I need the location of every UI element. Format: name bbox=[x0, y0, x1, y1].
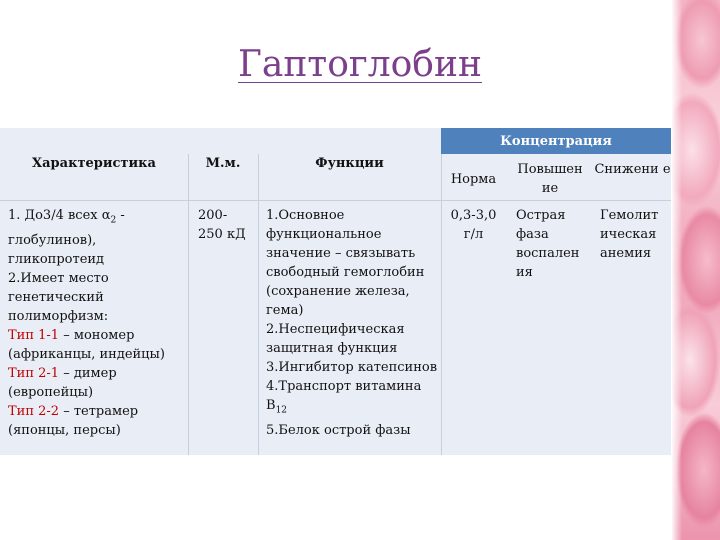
mw-line: 250 кД bbox=[198, 227, 246, 242]
type-1-1-note: (африканцы, индейцы) bbox=[8, 346, 165, 362]
decreased-line: анемия bbox=[600, 246, 652, 261]
functions-cell bbox=[266, 206, 441, 440]
increased-line: воспален bbox=[516, 246, 580, 261]
function-line: свободный гемоглобин bbox=[266, 265, 425, 280]
header-characteristic: Характеристика bbox=[32, 156, 156, 171]
header-increased: Повышен ие bbox=[517, 162, 583, 196]
norm-cell bbox=[441, 206, 506, 244]
decreased-cell bbox=[600, 206, 670, 263]
function-line: 4.Транспорт витамина bbox=[266, 379, 422, 394]
increased-cell bbox=[516, 206, 592, 282]
norm-line: г/л bbox=[463, 227, 484, 242]
function-line: защитная функция bbox=[266, 341, 398, 356]
type-2-2-line: Тип 2-2 – тетрамер bbox=[8, 403, 139, 419]
type-2-2-note: (японцы, персы) bbox=[8, 422, 121, 438]
function-line: 5.Белок острой фазы bbox=[266, 422, 411, 438]
characteristic-line: генетический bbox=[8, 289, 104, 305]
function-line: (сохранение железа, bbox=[266, 284, 410, 299]
header-functions: Функции bbox=[315, 156, 384, 171]
type-1-1-line: Тип 1-1 – мономер bbox=[8, 327, 135, 343]
slide-title: Гаптоглобин bbox=[238, 44, 482, 85]
characteristic-line: гликопротеид bbox=[8, 251, 105, 267]
function-line: 3.Ингибитор катепсинов bbox=[266, 360, 438, 375]
vitamin-b12-line: $В_{12}$ bbox=[266, 398, 288, 416]
function-line: гема) bbox=[266, 303, 304, 318]
mw-line: 200- bbox=[198, 208, 228, 223]
norm-line: 0,3-3,0 bbox=[450, 208, 497, 223]
header-decreased: Снижени е bbox=[594, 162, 671, 177]
decreased-line: Гемолит bbox=[600, 208, 659, 223]
characteristic-cell bbox=[8, 206, 186, 440]
header-divider bbox=[0, 200, 671, 201]
increased-line: ия bbox=[516, 265, 533, 280]
header-mw: М.м. bbox=[205, 156, 241, 171]
characteristic-line: 2.Имеет место bbox=[8, 270, 109, 286]
characteristic-line: полиморфизм: bbox=[8, 308, 109, 324]
type-2-1-note: (европейцы) bbox=[8, 384, 94, 400]
function-line: функциональное bbox=[266, 227, 382, 242]
increased-line: фаза bbox=[516, 227, 549, 242]
header-norm: Норма bbox=[450, 172, 497, 187]
function-line: значение – связывать bbox=[266, 246, 416, 261]
haptoglobin-table bbox=[0, 128, 671, 455]
function-line: 1.Основное bbox=[266, 208, 345, 223]
characteristic-line: глобулинов), bbox=[8, 232, 97, 248]
concentration-header: Концентрация bbox=[500, 134, 612, 149]
function-line: 2.Неспецифическая bbox=[266, 322, 405, 337]
mw-cell bbox=[198, 206, 258, 244]
decreased-line: ическая bbox=[600, 227, 657, 242]
type-2-1-line: Тип 2-1 – димер bbox=[8, 365, 117, 381]
increased-line: Острая bbox=[516, 208, 566, 223]
characteristic-line: 1. До3/4 всех $\alpha_2$ - bbox=[8, 208, 125, 226]
